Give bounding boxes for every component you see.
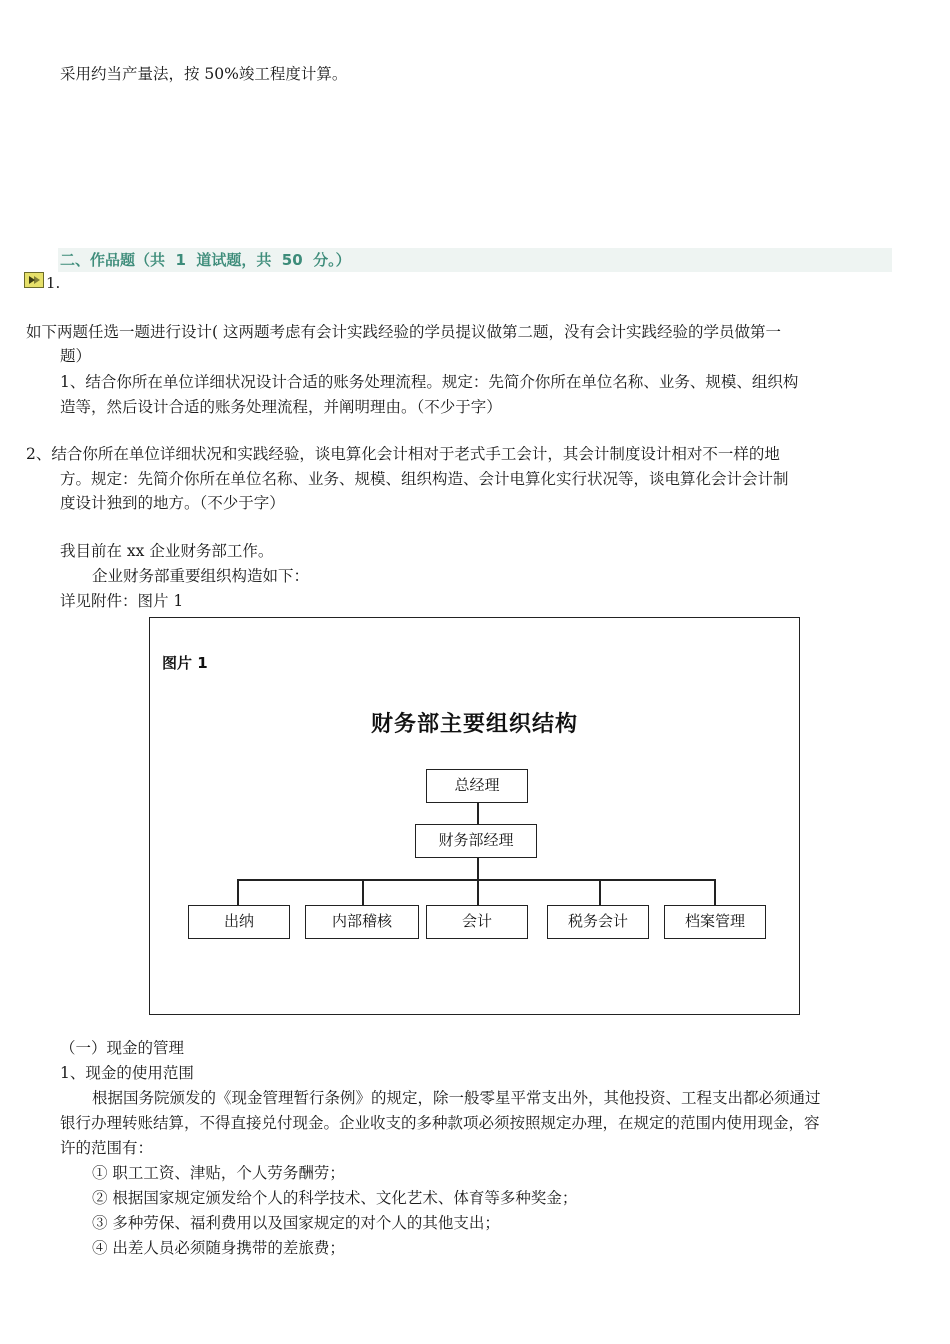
figure-label: 图片 1 (162, 654, 208, 672)
org-node-accounting: 会计 (426, 905, 528, 939)
cash-paragraph-line: 许的范围有： (60, 1139, 154, 1157)
org-connector (237, 879, 715, 881)
intro-text: 采用约当产量法，按 50%竣工程度计算。 (60, 65, 348, 83)
option-2-line: 度设计独到的地方。（不少于字） (60, 494, 285, 512)
figure-title: 财务部主要组织结构 (370, 712, 578, 737)
org-node-tax-accounting: 税务会计 (547, 905, 649, 939)
org-node-archive-management: 档案管理 (664, 905, 766, 939)
cash-list-item: ② 根据国家规定颁发给个人的科学技术、文化艺术、体育等多种奖金； (92, 1189, 578, 1207)
org-connector (477, 858, 479, 879)
question-number: 1. (46, 274, 61, 292)
option-1-line: 1、结合你所在单位详细状况设计合适的账务处理流程。规定：先简介你所在单位名称、业务、规模、组织构 (60, 373, 799, 391)
org-connector (237, 879, 239, 905)
cash-list-item: ④ 出差人员必须随身携带的差旅费； (92, 1239, 345, 1257)
org-connector (477, 879, 479, 905)
answer-line: 企业财务部重要组织构造如下： (92, 567, 310, 585)
cash-heading: （一）现金的管理 (60, 1039, 185, 1057)
org-connector (477, 803, 479, 824)
cash-list-item: ① 职工工资、津贴，个人劳务酬劳； (92, 1164, 345, 1182)
option-2-line: 方。规定：先简介你所在单位名称、业务、规模、组织构造、会计电算化实行状况等，谈电算化会计会计制 (60, 470, 789, 488)
org-node-cashier: 出纳 (188, 905, 290, 939)
option-2-line: 2、结合你所在单位详细状况和实践经验，谈电算化会计相对于老式手工会计，其会计制度设计相对不一样的地 (26, 445, 780, 463)
question-marker-icon[interactable] (24, 272, 44, 288)
question-prompt-line: 题） (60, 347, 92, 365)
org-chart-figure (149, 617, 800, 1015)
org-connector (599, 879, 601, 905)
option-1-line: 造等，然后设计合适的账务处理流程，并阐明理由。（不少于字） (60, 398, 502, 416)
cash-paragraph-line: 根据国务院颁发的《现金管理暂行条例》的规定，除一般零星平常支出外，其他投资、工程支出都必须通过 (92, 1089, 821, 1107)
cash-paragraph-line: 银行办理转账结算，不得直接兑付现金。企业收支的多种款项必须按照规定办理，在规定的范围内使用现金，容 (60, 1114, 820, 1132)
org-connector (714, 879, 716, 905)
org-node-internal-audit: 内部稽核 (305, 905, 419, 939)
section-title: 二、作品题（共 1 道试题，共 50 分。） (60, 251, 351, 269)
org-connector (362, 879, 364, 905)
org-node-finance-manager: 财务部经理 (415, 824, 537, 858)
cash-subheading: 1、现金的使用范围 (60, 1064, 194, 1082)
question-prompt-line: 如下两题任选一题进行设计( 这两题考虑有会计实践经验的学员提议做第二题，没有会计实践经验的学员做第一 (26, 323, 781, 341)
cash-list-item: ③ 多种劳保、福利费用以及国家规定的对个人的其他支出； (92, 1214, 500, 1232)
org-node-general-manager: 总经理 (426, 769, 528, 803)
answer-line: 详见附件：图片 1 (60, 592, 184, 610)
answer-line: 我目前在 xx 企业财务部工作。 (60, 542, 274, 560)
